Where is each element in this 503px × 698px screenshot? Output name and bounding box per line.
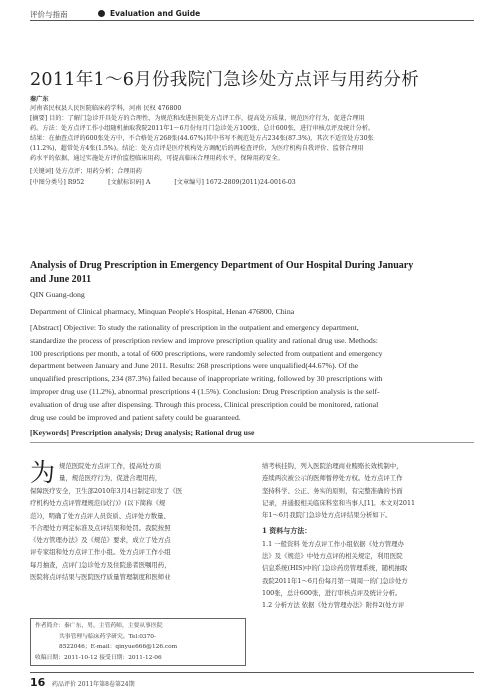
section-divider — [30, 442, 474, 443]
body-line: 1.2 分析方法 依据《处方管理办法》附件2(处方评 — [262, 601, 405, 610]
abstract-en-line: improper drug use (11.2%), abnormal prescriptions 4 (1.5%). Conclusion: Drug Prescription analysis is the self- — [30, 386, 380, 396]
abstract-en — [30, 322, 474, 424]
author-bio: 作者简介：秦广东，男，主管药师，主要从事医院 — [35, 623, 163, 629]
body-line: 记录，并通报相关临床科室和当事人[1]。本文对2011 — [262, 498, 416, 507]
section-label: 评价与指南 — [30, 10, 68, 19]
body-line: 不合理处方判定标准及点评结果和处罚。我院按照 — [30, 523, 171, 532]
abstract-en-line: department between January and June 2011. Results: 268 prescriptions were unqualified(44.67%). Of the — [30, 361, 359, 371]
body-line: 量，规范医疗行为，促进合理用药， — [59, 474, 162, 483]
body-line: 《处方管理办法》及《规范》要求，成立了处方点 — [30, 536, 171, 545]
abstract-cn-line: (11.2%)，超常处方4张(1.5%)。结论：处方点评是医疗机构处方调配后的再检查评价，为医疗机构自我评价、监督合理用 — [30, 145, 364, 152]
abstract-en-line: drug use could be improved and patient safety could be guaranteed. — [30, 412, 241, 422]
received-dates: 收稿日期：2011-10-12 接受日期：2011-12-06 — [35, 655, 162, 661]
abstract-en-line: evaluation of drug use after dispensing. Through this process, Clinical prescription could be monitored, rational — [30, 399, 379, 409]
abstract-en-line: 100 prescriptions per month, a total of 600 prescriptions, were randomly selected from outpatient and emergency — [30, 348, 383, 358]
abstract-cn — [30, 114, 474, 164]
article-id: [文章编号] 1672-2809(2011)24-0016-03 — [174, 179, 296, 186]
author-info-box — [30, 618, 246, 666]
drop-cap: 为 — [30, 460, 56, 485]
abstract-en-line: standardize the process of prescription review and improve prescription quality and rational drug use. Methods: — [30, 335, 378, 345]
abstract-cn-line: 药水平的依据，通过实施处方评价监控临床用药，可提高临床合理用药水平，保障用药安全。 — [30, 155, 284, 162]
author-contact: 共事管理与临床药学研究。Tel:0370- — [59, 633, 156, 640]
classification-line — [30, 178, 474, 188]
header-bullet-icon — [98, 10, 105, 17]
page-number: 16 — [30, 676, 46, 689]
keywords-en: [Keywords] Prescription analysis; Drug analysis; Rational drug use — [30, 428, 255, 437]
keywords-cn: [关键词] 处方点评；用药分析；合理用药 — [30, 168, 142, 175]
author-name: 秦广东 — [30, 96, 49, 103]
body-line: 我院2011年1～6月份每月第一周周一的门急诊处方 — [262, 576, 408, 585]
abstract-cn-line: 结果：在抽查点评的600张处方中，不合格处方268张(44.67%)其中书写不规范处方占234张(87.3%)，其次不适宜处方30张 — [30, 135, 374, 142]
english-title-line: Analysis of Drug Prescription in Emergency Department of Our Hospital During January — [30, 260, 414, 271]
author-email: 8522046；E-mail：qinyue666@126.com — [59, 644, 178, 650]
body-right-column — [262, 460, 474, 612]
body-line: 范》)，明确了处方点评人员资质、点评处方数量、 — [30, 511, 170, 520]
body-line: 年1～6月我院门急诊处方点评结果分析如下。 — [262, 511, 392, 520]
body-line: 保障医疗安全，卫生部2010年3月4日制定印发了《医 — [30, 487, 183, 495]
footer-journal: 药品评价 2011年第8卷第24期 — [52, 681, 135, 688]
body-line: 1.1 一般资料 处方点评工作小组依据《处方管理办 — [262, 539, 405, 548]
body-left-column — [30, 460, 242, 583]
body-line: 信息系统(HIS)中的门急诊药房管理系统，随机抽取 — [262, 564, 408, 573]
english-title-line: and June 2011 — [30, 273, 92, 285]
clc-number: [中图分类号] R952 — [30, 179, 85, 186]
section-heading: 1 资料与方法： — [262, 526, 312, 536]
affiliation-en: Department of Clinical pharmacy, Minquan People's Hospital, Henan 476800, China — [30, 307, 295, 316]
body-line: 医院将点评结果与医院医疗质量管理制度和医师业 — [30, 573, 171, 582]
body-line: 每月抽查，点评门急诊处方及住院患者医嘱用药， — [30, 560, 171, 569]
body-line: 坚持科学、公正、务实的原则，有完整准确的书面 — [262, 486, 403, 495]
author-en: QIN Guang-dong — [30, 290, 85, 299]
abstract-cn-line: [摘要] 目的：了解门急诊开具处方的合理性，为规范和改进医院处方点评工作，提高处方质量，规范医疗行为，促进合理用 — [30, 115, 365, 122]
english-title — [30, 259, 474, 286]
body-line: 疗机构处方点评管理规范(试行)》(以下简称《规 — [30, 499, 166, 508]
article-title: 2011年1～6月份我院门急诊处方点评与用药分析 — [30, 70, 420, 90]
body-line: 100张，总计600张，进行审核点评及统计分析。 — [262, 588, 402, 597]
abstract-en-line: unqualified prescriptions, 234 (87.3%) failed because of inappropriate writing, followed by 30 prescriptions with — [30, 374, 383, 384]
journal-section-name: Evaluation and Guide — [110, 8, 201, 18]
footer-rule — [30, 672, 474, 673]
affiliation: 河南省民权县人民医院临床药学科，河南 民权 476800 — [30, 105, 182, 112]
abstract-cn-line: 药。方法：处方点评工作小组随机抽取我院2011年1～6月份每月门急诊处方100张，总计600张，进行审核点评及统计分析。 — [30, 125, 375, 132]
body-line: 规范医院处方点评工作，提高处方质 — [59, 462, 162, 470]
body-line: 评专家组和处方点评工作小组。处方点评工作小组 — [30, 548, 171, 557]
document-code: [文献标识码] A — [108, 179, 151, 186]
abstract-en-line: [Abstract] Objective: To study the rationality of prescription in the outpatient and emergency department, — [30, 323, 359, 332]
body-line: 连续两次被公示的医师暂停处方权。处方点评工作 — [262, 474, 403, 483]
body-line: 法》及《规范》中处方点评的相关规定，利用医院 — [262, 552, 403, 561]
body-line: 绩考核挂钩，列入医院治理商业贿赂长效机制中， — [262, 462, 403, 470]
header-rule — [30, 20, 474, 21]
